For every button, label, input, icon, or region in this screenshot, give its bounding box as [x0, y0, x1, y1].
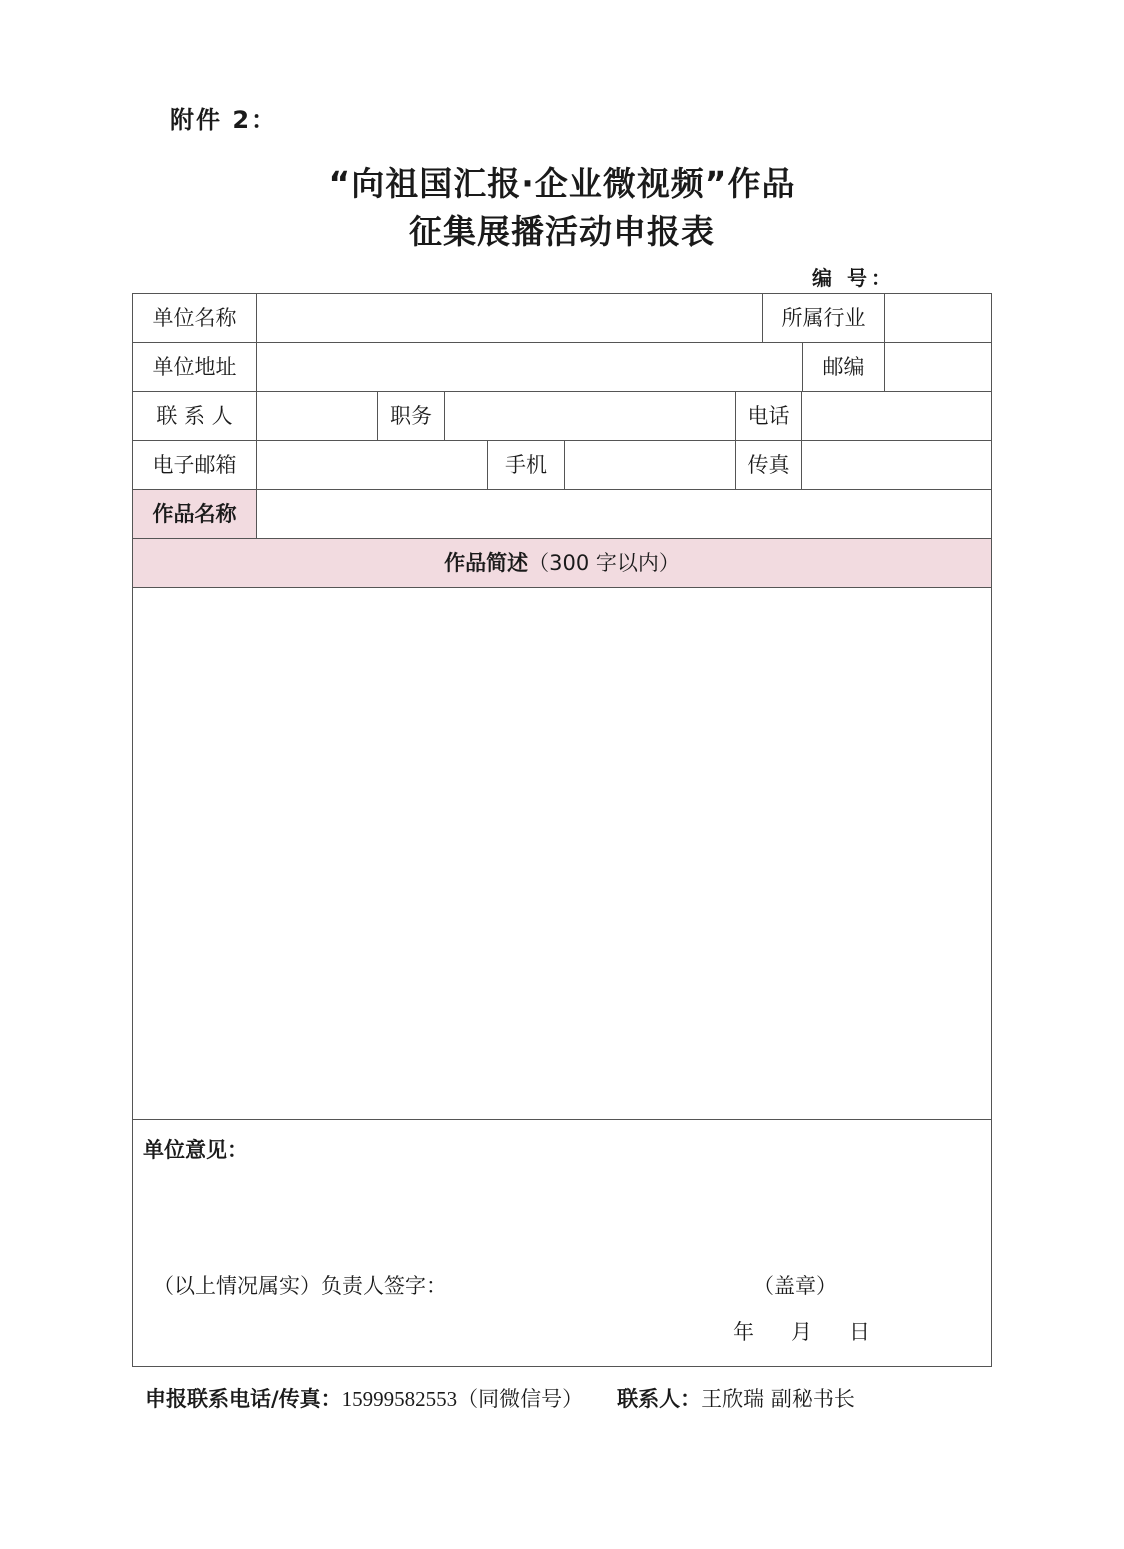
description-note: （300 字以内） [528, 551, 680, 575]
row-divider [133, 1119, 991, 1120]
org-address-label: 单位地址 [152, 355, 237, 379]
phone-field[interactable] [802, 392, 991, 440]
description-textarea[interactable] [133, 588, 991, 1119]
serial-number-label: 编 号： [812, 266, 895, 290]
org-opinion-label: 单位意见： [143, 1138, 248, 1162]
attachment-label: 附件 2： [170, 106, 278, 134]
footer-contact-name: 王欣瑞 副秘书长 [701, 1387, 855, 1411]
fax-field[interactable] [802, 441, 991, 489]
footer-phone-number: 15999582553 [341, 1387, 458, 1411]
postcode-label: 邮编 [822, 355, 865, 379]
form-title-line-1: “向祖国汇报·企业微视频”作品 [328, 164, 796, 203]
signature-statement: （以上情况属实）负责人签字： [153, 1274, 447, 1298]
email-field[interactable] [257, 441, 487, 489]
description-header [133, 539, 991, 587]
mobile-label: 手机 [505, 453, 547, 477]
org-opinion-field[interactable] [133, 1174, 991, 1264]
email-label: 电子邮箱 [152, 453, 237, 477]
fax-label: 传真 [747, 453, 790, 477]
mobile-field[interactable] [565, 441, 735, 489]
description-label: 作品简述 [444, 551, 529, 575]
position-field[interactable] [445, 392, 735, 440]
date-row [733, 1316, 907, 1346]
industry-label: 所属行业 [781, 306, 866, 330]
seal-label: （盖章） [753, 1274, 837, 1298]
footer-phone-label: 申报联系电话/传真： [145, 1387, 342, 1411]
contact-person-field[interactable] [257, 392, 377, 440]
work-name-label: 作品名称 [152, 502, 237, 526]
org-name-field[interactable] [257, 294, 762, 342]
contact-person-label: 联 系 人 [156, 404, 233, 428]
day-label: 日 [849, 1320, 870, 1344]
footer-contact-info [145, 1383, 855, 1413]
form-title-line-2: 征集展播活动申报表 [409, 212, 715, 251]
month-label: 月 [791, 1320, 812, 1344]
application-form-table [132, 293, 992, 1367]
year-label: 年 [733, 1320, 754, 1344]
org-address-field[interactable] [257, 343, 802, 391]
org-name-label: 单位名称 [152, 306, 237, 330]
footer-contact-label: 联系人： [617, 1387, 702, 1411]
footer-phone-note: （同微信号） [457, 1387, 584, 1411]
phone-label: 电话 [747, 404, 790, 428]
work-name-field[interactable] [257, 490, 991, 538]
postcode-field[interactable] [885, 343, 991, 391]
industry-field[interactable] [885, 294, 991, 342]
position-label: 职务 [390, 404, 432, 428]
